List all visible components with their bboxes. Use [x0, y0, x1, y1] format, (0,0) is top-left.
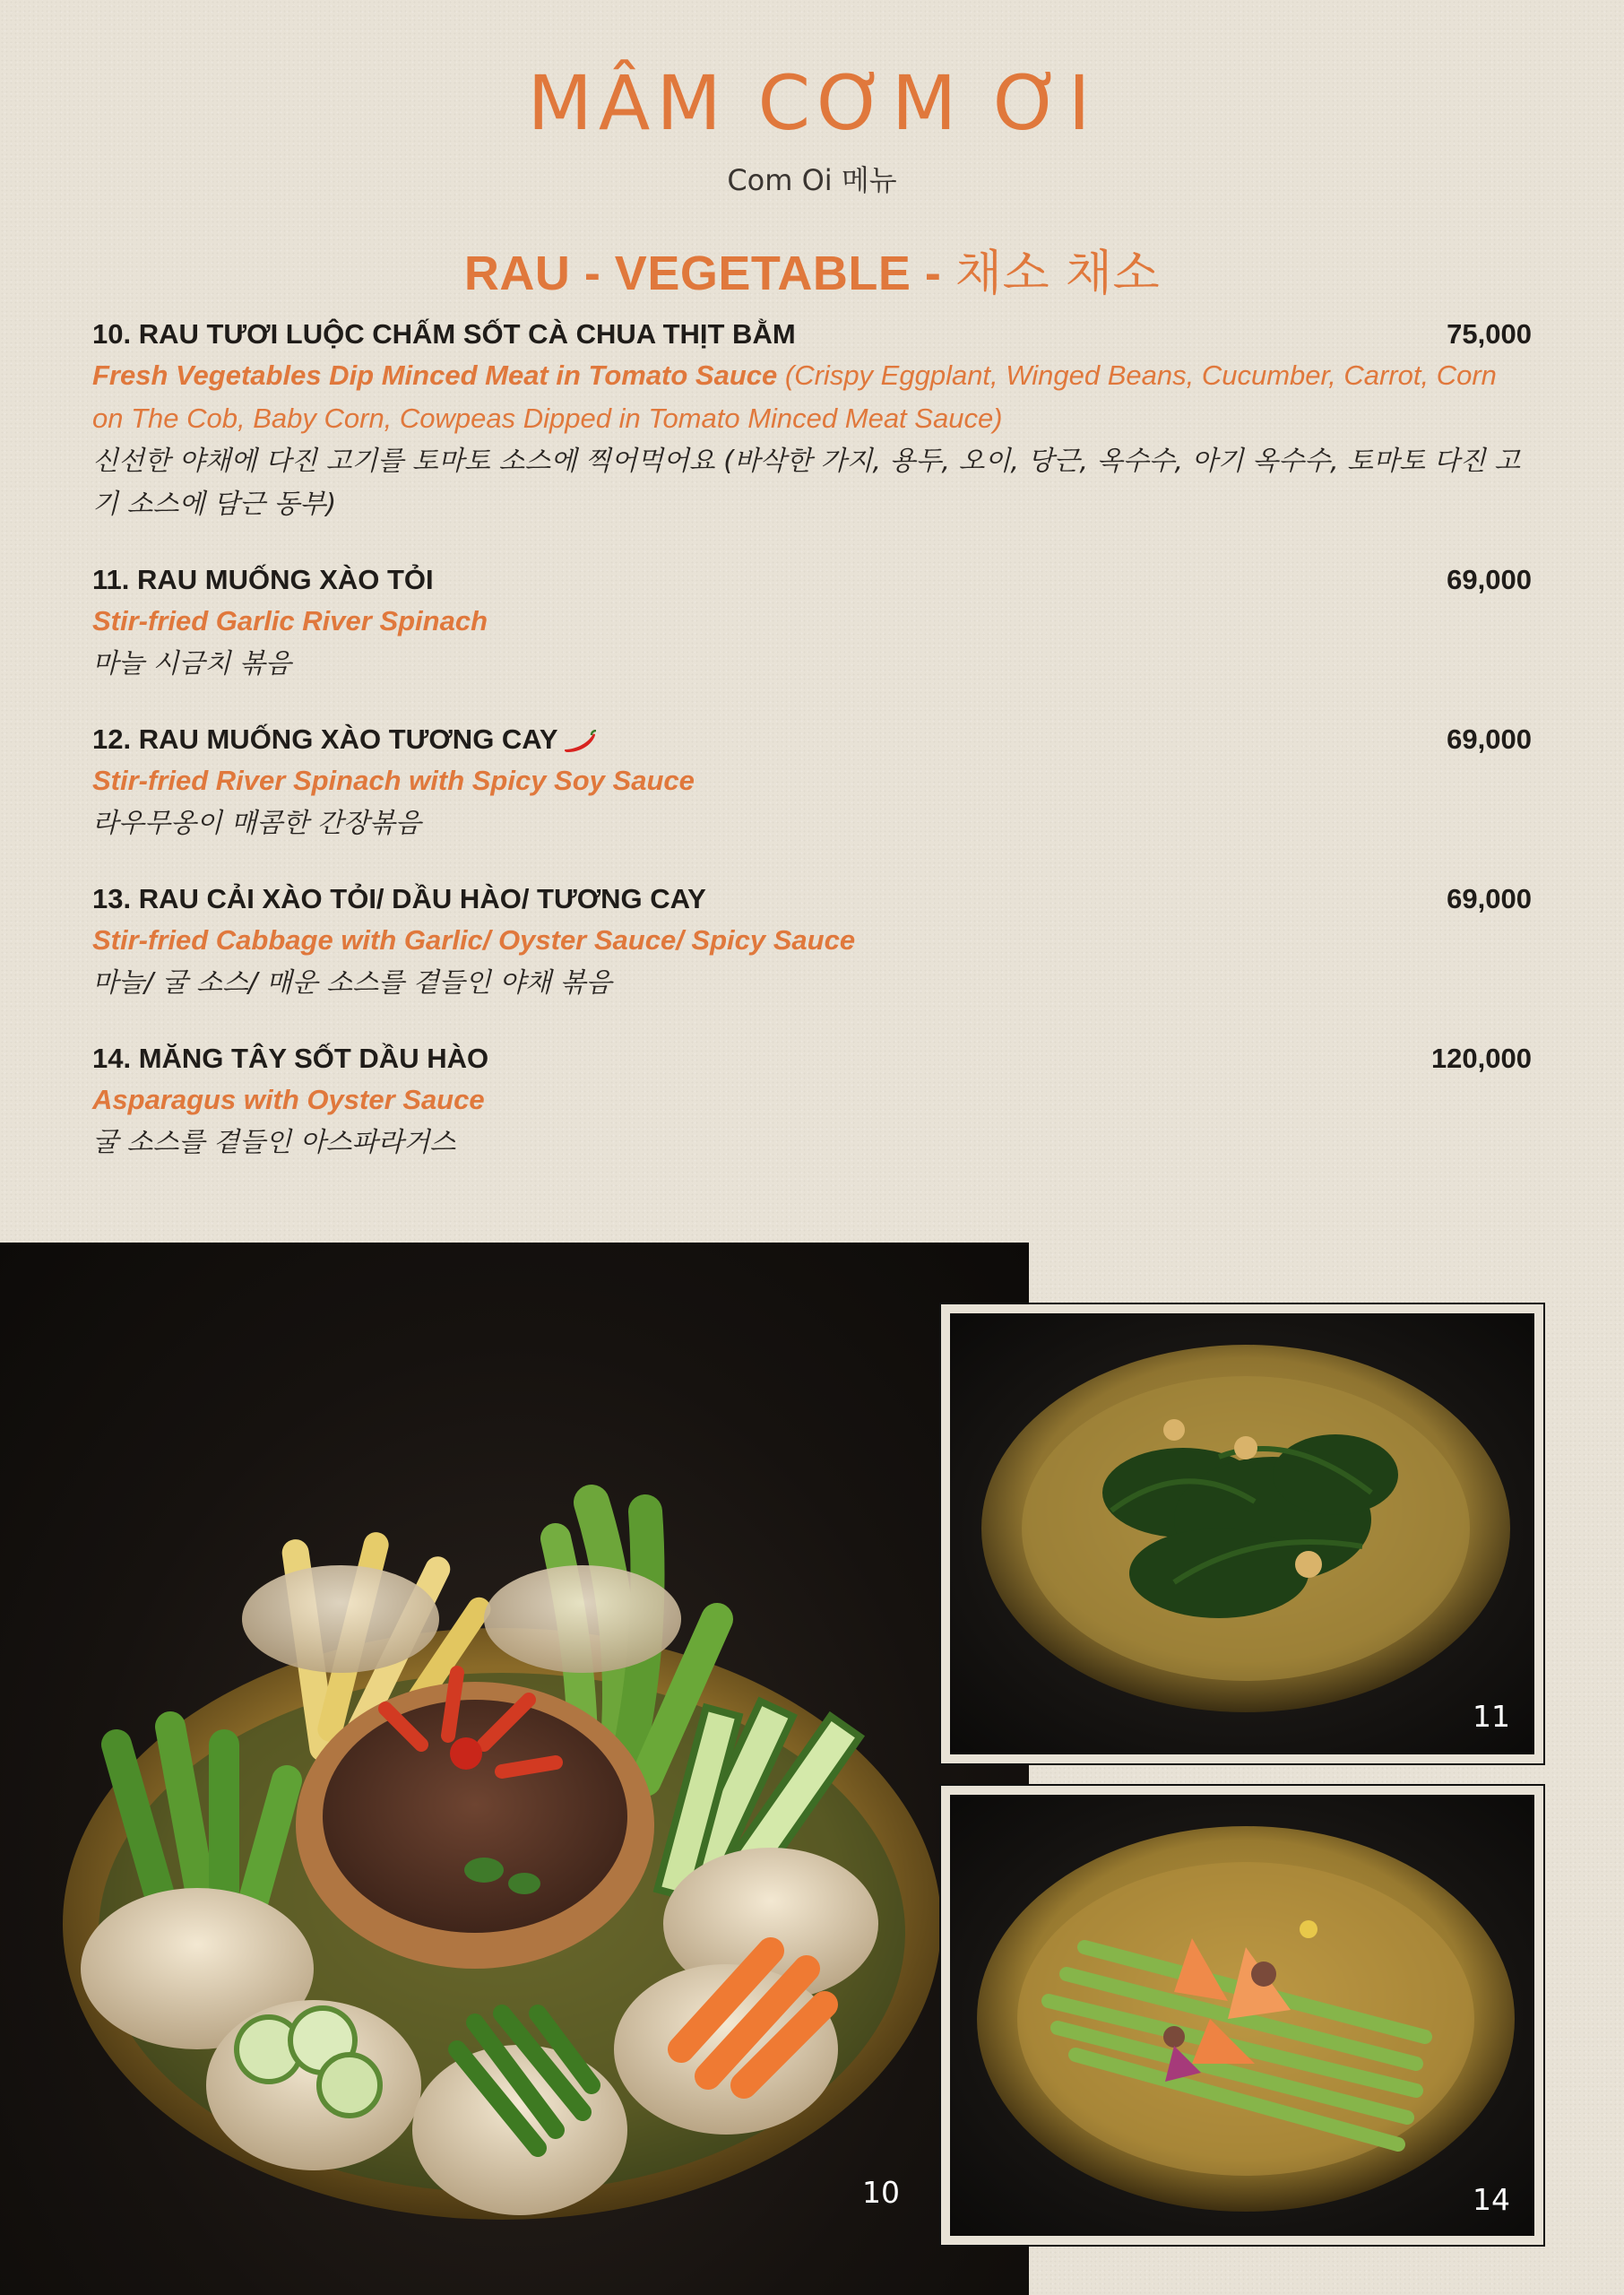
item-english [92, 600, 1532, 643]
menu-item-10 [92, 318, 1532, 526]
menu-header [0, 54, 1624, 304]
item-korean: 라우무옹이 매콤한 간장볶음 [92, 808, 421, 839]
photo-asparagus [941, 1786, 1543, 2245]
item-price: 75,000 [1447, 318, 1532, 350]
item-price: 69,000 [1447, 883, 1532, 914]
section-title-korean: 채소 채소 [955, 245, 1161, 301]
brand-title: MÂM CƠM ƠI [527, 59, 1097, 147]
photo-number: 14 [1473, 2182, 1510, 2217]
item-name: 12. RAU MUỐNG XÀO TƯƠNG CAY [92, 723, 558, 755]
item-name: 10. RAU TƯƠI LUỘC CHẤM SỐT CÀ CHUA THỊT BẰM [92, 318, 796, 350]
chili-pepper-icon [562, 730, 598, 753]
asparagus-illustration [950, 1795, 1534, 2236]
item-english-name: Asparagus with Oyster Sauce [92, 1084, 485, 1115]
photo-river-spinach [941, 1304, 1543, 1763]
item-price: 69,000 [1447, 723, 1532, 755]
item-english-name: Stir-fried Garlic River Spinach [92, 605, 488, 637]
item-price: 69,000 [1447, 564, 1532, 595]
item-korean: 마늘 시금치 볶음 [92, 648, 291, 680]
vegetable-platter-illustration [0, 1243, 1029, 2295]
item-english [92, 1078, 1532, 1122]
item-name: 11. RAU MUỐNG XÀO TỎI [92, 564, 434, 595]
river-spinach-illustration [950, 1313, 1534, 1754]
section-title-latin: RAU - VEGETABLE - [463, 247, 955, 300]
photo-number: 10 [862, 2175, 900, 2210]
item-price: 120,000 [1430, 1043, 1532, 1074]
item-english-name: Stir-fried Cabbage with Garlic/ Oyster Sauce/ Spicy Sauce [92, 924, 856, 956]
menu-item-14 [92, 1043, 1532, 1165]
item-english-name: Fresh Vegetables Dip Minced Meat in Tomato Sauce [92, 359, 778, 391]
item-english [92, 759, 1532, 802]
brand-subtitle: Com Oi 메뉴 [727, 163, 897, 197]
item-english-name: Stir-fried River Spinach with Spicy Soy Sauce [92, 765, 695, 796]
item-english [92, 354, 1532, 440]
item-name: 13. RAU CẢI XÀO TỎI/ DẦU HÀO/ TƯƠNG CAY [92, 883, 706, 914]
photo-number: 11 [1473, 1699, 1510, 1734]
item-korean: 신선한 야채에 다진 고기를 토마토 소스에 찍어먹어요 (바삭한 가지, 용두, 오이, 당근, 옥수수, 아기 옥수수, 토마토 다진 고기 소스에 담근 동부) [92, 446, 1521, 520]
menu-list [92, 318, 1532, 1202]
menu-item-12 [92, 723, 1532, 845]
menu-item-11 [92, 564, 1532, 686]
menu-item-13 [92, 883, 1532, 1005]
photo-vegetable-platter [0, 1243, 1029, 2295]
item-english-detail: (Crispy Eggplant, Winged Beans, Cucumber, Carrot, Corn on The Cob, Baby Corn, Cowpeas Dipped in Tomato Minced Meat Sauce) [92, 359, 1497, 434]
item-korean: 굴 소스를 곁들인 아스파라거스 [92, 1127, 456, 1158]
item-korean: 마늘/ 굴 소스/ 매운 소스를 곁들인 야채 볶음 [92, 967, 612, 999]
item-name: 14. MĂNG TÂY SỐT DẦU HÀO [92, 1043, 489, 1074]
item-english [92, 919, 1532, 962]
section-title [0, 235, 1624, 304]
